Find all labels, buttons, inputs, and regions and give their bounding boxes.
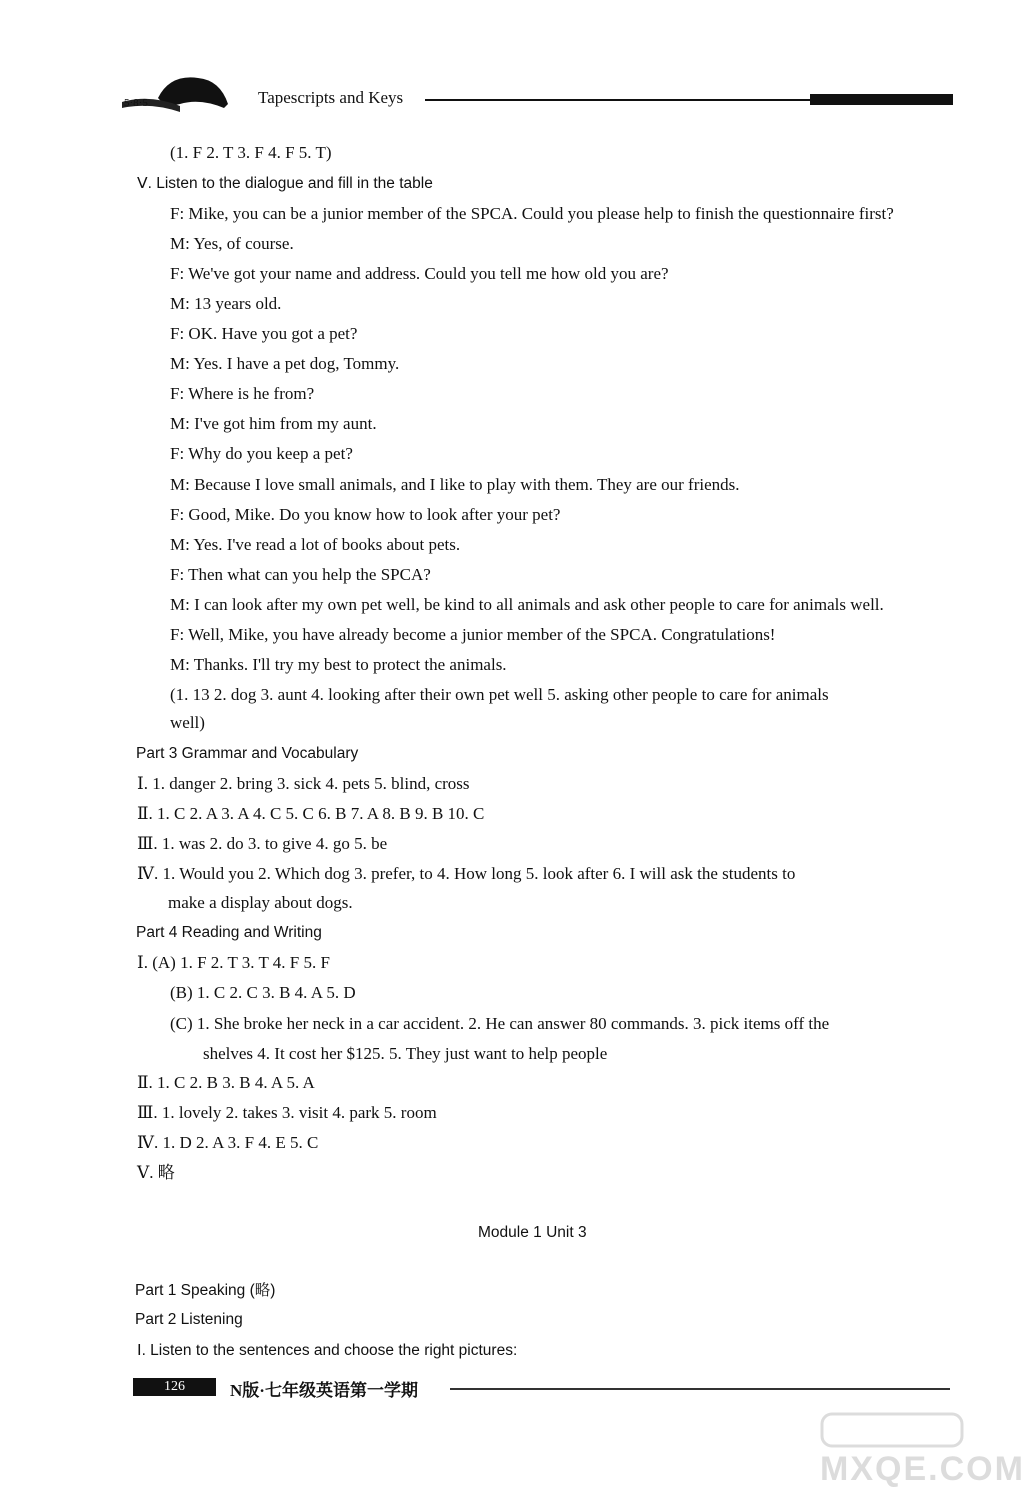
book-logo-icon: [120, 68, 235, 116]
answer-line: Ⅲ. 1. was 2. do 3. to give 4. go 5. be: [137, 834, 388, 853]
answer-line: Ⅲ. 1. lovely 2. takes 3. visit 4. park 5. room: [137, 1103, 437, 1122]
dialogue-line: M: I can look after my own pet well, be kind to all animals and ask other people to care for animals well.: [170, 595, 884, 614]
answer-line: make a display about dogs.: [168, 893, 353, 912]
part-heading: Part 1 Speaking (略): [135, 1282, 276, 1299]
answer-line: well): [170, 713, 205, 732]
watermark: [820, 1410, 1025, 1488]
dialogue-line: F: Well, Mike, you have already become a junior member of the SPCA. Congratulations!: [170, 625, 776, 644]
dialogue-line: F: Where is he from?: [170, 384, 315, 403]
answer-line: Ⅰ. 1. danger 2. bring 3. sick 4. pets 5. blind, cross: [137, 774, 470, 793]
answer-line: Ⅴ. 略: [137, 1163, 175, 1182]
watermark-logo-icon: [820, 1410, 970, 1450]
section-heading: Ⅰ. Listen to the sentences and choose the right pictures:: [137, 1342, 518, 1359]
answer-line: shelves 4. It cost her $125. 5. They just want to help people: [203, 1044, 608, 1063]
svg-text:5·8·5: 5·8·5: [124, 97, 148, 109]
part-heading: Part 3 Grammar and Vocabulary: [136, 745, 359, 762]
page-number: 126: [133, 1378, 216, 1396]
footer-book-title: N版·七年级英语第一学期: [230, 1381, 418, 1400]
dialogue-line: F: Then what can you help the SPCA?: [170, 565, 431, 584]
dialogue-line: F: We've got your name and address. Could you tell me how old you are?: [170, 264, 669, 283]
answer-line: Ⅰ. (A) 1. F 2. T 3. T 4. F 5. F: [137, 953, 330, 972]
dialogue-line: M: I've got him from my aunt.: [170, 414, 377, 433]
answer-line: (C) 1. She broke her neck in a car accident. 2. He can answer 80 commands. 3. pick items off the: [170, 1014, 830, 1033]
answer-line: Ⅳ. 1. Would you 2. Which dog 3. prefer, to 4. How long 5. look after 6. I will ask the students to: [137, 864, 796, 883]
part-heading: Part 2 Listening: [135, 1311, 243, 1328]
module-title: Module 1 Unit 3: [478, 1224, 587, 1241]
answer-line: (1. F 2. T 3. F 4. F 5. T): [170, 143, 332, 162]
dialogue-line: M: Yes, of course.: [170, 234, 294, 253]
section-heading: Ⅴ. Listen to the dialogue and fill in the table: [137, 175, 433, 192]
header-rule: [425, 99, 815, 101]
dialogue-line: M: Because I love small animals, and I like to play with them. They are our friends.: [170, 475, 740, 494]
header-title: Tapescripts and Keys: [258, 88, 404, 107]
footer-rule: [450, 1388, 950, 1390]
header-bar: [810, 94, 953, 105]
answer-line: (B) 1. C 2. C 3. B 4. A 5. D: [170, 983, 356, 1002]
dialogue-line: F: Why do you keep a pet?: [170, 444, 353, 463]
answer-line: Ⅱ. 1. C 2. A 3. A 4. C 5. C 6. B 7. A 8. B 9. B 10. C: [137, 804, 485, 823]
dialogue-line: F: Mike, you can be a junior member of the SPCA. Could you please help to finish the questionnaire first?: [170, 204, 894, 223]
dialogue-line: M: Yes. I have a pet dog, Tommy.: [170, 354, 400, 373]
answer-line: (1. 13 2. dog 3. aunt 4. looking after their own pet well 5. asking other people to care for animals: [170, 685, 829, 704]
dialogue-line: M: Thanks. I'll try my best to protect the animals.: [170, 655, 507, 674]
dialogue-line: F: Good, Mike. Do you know how to look after your pet?: [170, 505, 561, 524]
answer-line: Ⅳ. 1. D 2. A 3. F 4. E 5. C: [137, 1133, 319, 1152]
dialogue-line: F: OK. Have you got a pet?: [170, 324, 358, 343]
dialogue-line: M: 13 years old.: [170, 294, 282, 313]
answer-line: Ⅱ. 1. C 2. B 3. B 4. A 5. A: [137, 1073, 315, 1092]
dialogue-line: M: Yes. I've read a lot of books about pets.: [170, 535, 461, 554]
page-header: [120, 68, 960, 118]
watermark-text: MXQE.COM: [820, 1450, 1025, 1488]
part-heading: Part 4 Reading and Writing: [136, 924, 322, 941]
